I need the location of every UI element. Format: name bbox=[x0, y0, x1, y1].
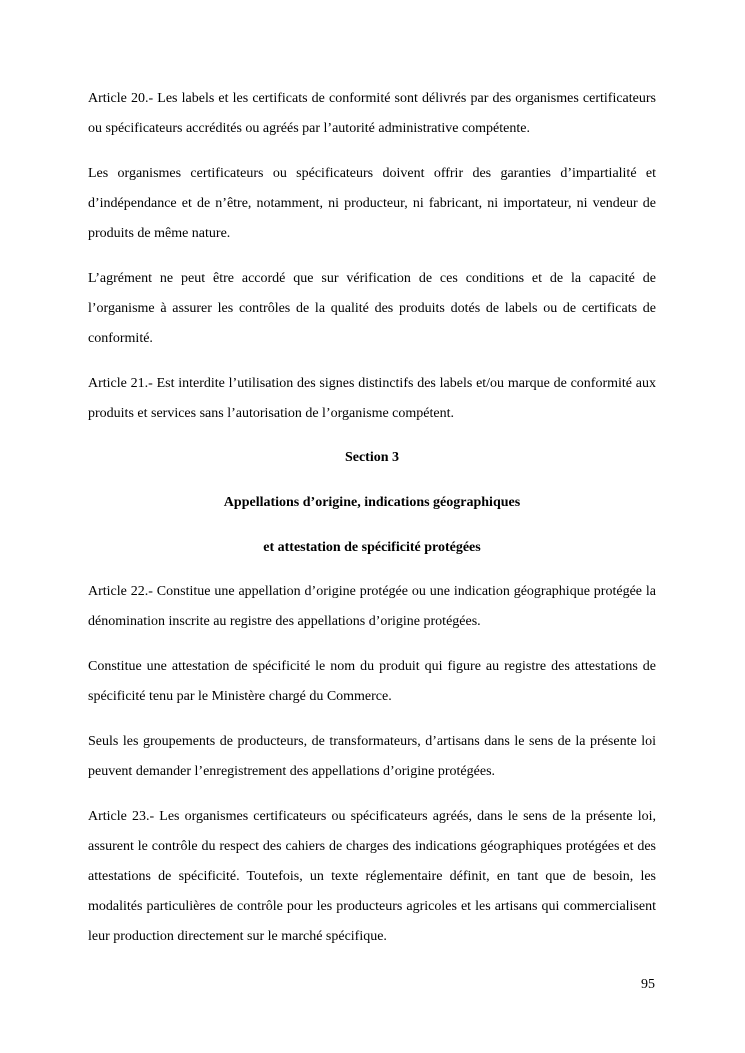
section-title-line-2: et attestation de spécificité protégées bbox=[263, 540, 481, 555]
article-21-paragraph: Article 21.- Est interdite l’utilisation des signes distinctifs des labels et/ou marque de conformité aux produits et services sans l’autorisation de l’organisme compétent. bbox=[88, 376, 656, 421]
article-23-paragraph: Article 23.- Les organismes certificateurs ou spécificateurs agréés, dans le sens de la présente loi, assurent le contrôle du respect des cahiers de charges des indications géographiques protégées et des attestations de spécificité. Toutefois, un texte réglementaire définit, en tant que de besoin, les modalités particulières de contrôle pour les producteurs agricoles et les artisans qui commercialisent leur production directement sur le marché spécifique. bbox=[88, 809, 656, 944]
section-title-line-1: Appellations d’origine, indications géographiques bbox=[223, 495, 521, 510]
page-number: 95 bbox=[641, 977, 655, 992]
producer-groups-paragraph: Seuls les groupements de producteurs, de transformateurs, d’artisans dans le sens de la présente loi peuvent demander l’enregistrement des appellations d’origine protégées. bbox=[88, 734, 656, 779]
document-body bbox=[88, 84, 656, 967]
article-22-paragraph: Article 22.- Constitue une appellation d’origine protégée ou une indication géographique protégée la dénomination inscrite au registre des appellations d’origine protégées. bbox=[88, 584, 656, 629]
specificity-attestation-paragraph: Constitue une attestation de spécificité le nom du produit qui figure au registre des attestations de spécificité tenu par le Ministère chargé du Commerce. bbox=[88, 659, 656, 704]
article-20-paragraph: Article 20.- Les labels et les certificats de conformité sont délivrés par des organismes certificateurs ou spécificateurs accrédités ou agréés par l’autorité administrative compétente. bbox=[88, 91, 656, 136]
approval-conditions-paragraph: L’agrément ne peut être accordé que sur vérification de ces conditions et de la capacité de l’organisme à assurer les contrôles de la qualité des produits dotés de labels ou de certificats de conformité. bbox=[88, 271, 656, 346]
certifier-requirements-paragraph: Les organismes certificateurs ou spécificateurs doivent offrir des garanties d’impartialité et d’indépendance et de n’être, notamment, ni producteur, ni fabricant, ni importateur, ni vendeur de produits de même nature. bbox=[88, 166, 656, 241]
section-number-heading: Section 3 bbox=[344, 450, 400, 465]
